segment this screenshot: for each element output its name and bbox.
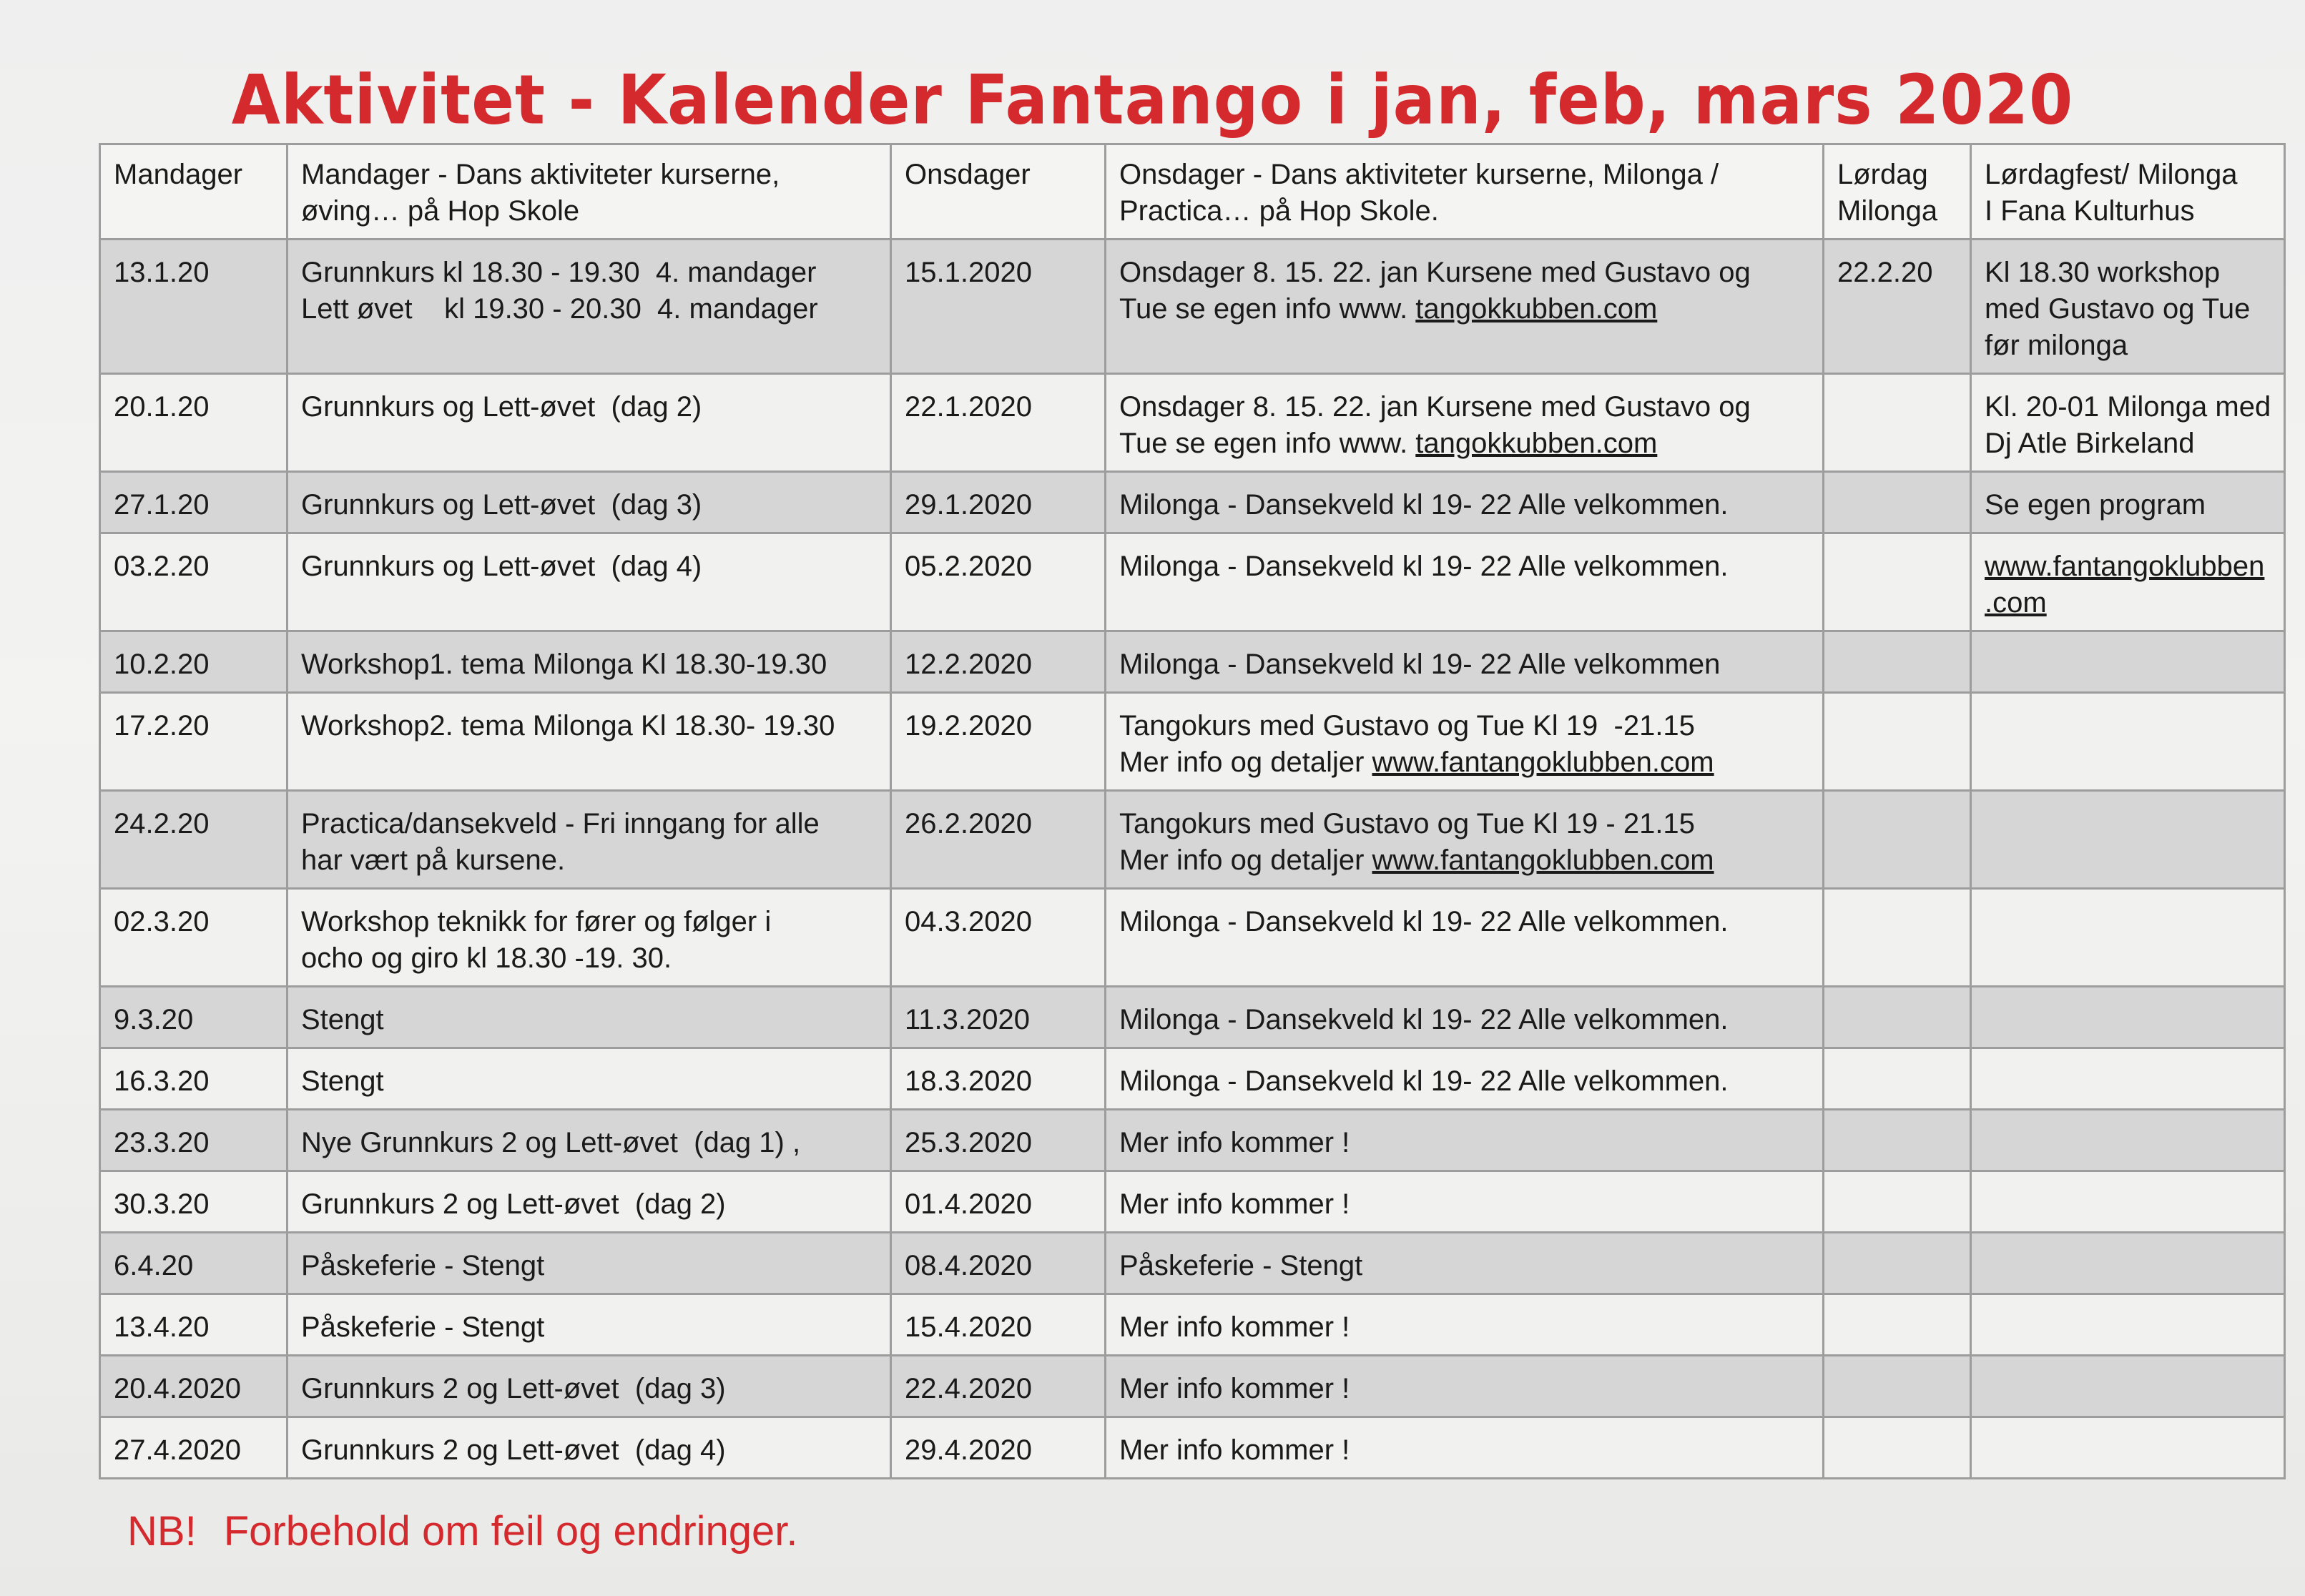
wednesday-activity-line — [1119, 646, 1812, 683]
wednesday-activity-text: Mer info kommer ! — [1119, 1434, 1350, 1466]
monday-date-cell — [100, 1356, 287, 1417]
monday-date-cell — [100, 1233, 287, 1294]
table-row — [100, 631, 2285, 693]
wednesday-date-cell — [891, 1233, 1106, 1294]
monday-date: 20.1.20 — [114, 391, 210, 423]
wednesday-activity-text: Tue se egen info www. — [1119, 428, 1416, 459]
wednesday-activity-text: Onsdager 8. 15. 22. jan Kursene med Gustavo og — [1119, 257, 1751, 288]
activity-calendar-table — [99, 143, 2286, 1479]
monday-date-cell — [100, 693, 287, 791]
wednesday-date: 05.2.2020 — [905, 551, 1032, 582]
saturday-event-cell — [1971, 240, 2285, 374]
wednesday-date: 22.4.2020 — [905, 1373, 1032, 1404]
monday-date: 30.3.20 — [114, 1188, 210, 1220]
wednesday-activity-line — [1119, 255, 1812, 291]
monday-activity-line: Grunnkurs 2 og Lett-øvet (dag 4) — [301, 1434, 726, 1466]
wednesday-activity-text: Tangokurs med Gustavo og Tue Kl 19 -21.15 — [1119, 710, 1695, 742]
wednesday-date-cell — [891, 240, 1106, 374]
table-row — [100, 1294, 2285, 1356]
monday-activity-line: Stengt — [301, 1065, 384, 1097]
monday-date: 27.4.2020 — [114, 1434, 241, 1466]
monday-date-cell — [100, 1171, 287, 1233]
wednesday-activity-text: Milonga - Dansekveld kl 19- 22 Alle velkommen — [1119, 649, 1721, 680]
monday-activity-cell — [287, 1048, 891, 1110]
wednesday-activity-text: Mer info og detaljer — [1119, 747, 1372, 778]
wednesday-activity-line — [1119, 744, 1812, 781]
saturday-event-line — [1985, 585, 2274, 621]
monday-activity-line: har vært på kursene. — [301, 844, 566, 876]
table-row — [100, 1171, 2285, 1233]
wednesday-activity-line — [1119, 708, 1812, 744]
monday-activity-cell — [287, 533, 891, 631]
saturday-date-cell — [1824, 1110, 1971, 1171]
wednesday-date-cell — [891, 1417, 1106, 1479]
monday-date-cell — [100, 631, 287, 693]
monday-activity-line: Grunnkurs og Lett-øvet (dag 3) — [301, 489, 702, 521]
saturday-date-cell — [1824, 1417, 1971, 1479]
wednesday-date-cell — [891, 631, 1106, 693]
saturday-event-cell — [1971, 987, 2285, 1048]
wednesday-date-cell — [891, 1171, 1106, 1233]
table-row — [100, 693, 2285, 791]
table-row — [100, 1417, 2285, 1479]
saturday-event-line — [1985, 291, 2274, 327]
wednesday-activity-cell — [1106, 374, 1824, 472]
monday-date: 27.1.20 — [114, 489, 210, 521]
wednesday-activity-text: Milonga - Dansekveld kl 19- 22 Alle velkommen. — [1119, 906, 1729, 937]
header-line: Mandager - Dans aktiviteter kurserne, — [301, 159, 780, 190]
saturday-event-cell — [1971, 1048, 2285, 1110]
wednesday-activity-text: Mer info kommer ! — [1119, 1188, 1350, 1220]
wednesday-activity-cell — [1106, 1417, 1824, 1479]
wednesday-date: 18.3.2020 — [905, 1065, 1032, 1097]
table-row — [100, 1110, 2285, 1171]
wednesday-activity-text: Milonga - Dansekveld kl 19- 22 Alle velkommen. — [1119, 489, 1729, 521]
saturday-date-cell — [1824, 1233, 1971, 1294]
saturday-date-cell — [1824, 1171, 1971, 1233]
wednesday-activity-text: Tangokurs med Gustavo og Tue Kl 19 - 21.15 — [1119, 808, 1695, 839]
wednesday-activity-cell — [1106, 1294, 1824, 1356]
wednesday-date: 11.3.2020 — [905, 1004, 1030, 1035]
wednesday-activity-cell — [1106, 533, 1824, 631]
saturday-event-text: før milonga — [1985, 330, 2128, 361]
website-link[interactable]: www.fantangoklubben.com — [1372, 747, 1714, 778]
monday-date: 9.3.20 — [114, 1004, 194, 1035]
saturday-event-text: Kl. 20-01 Milonga med — [1985, 391, 2271, 423]
saturday-event-text: Kl 18.30 workshop — [1985, 257, 2221, 288]
wednesday-date: 15.1.2020 — [905, 257, 1032, 288]
wednesday-date-cell — [891, 1048, 1106, 1110]
saturday-event-cell — [1971, 889, 2285, 987]
wednesday-activity-cell — [1106, 1110, 1824, 1171]
wednesday-activity-cell — [1106, 472, 1824, 533]
wednesday-date-cell — [891, 1110, 1106, 1171]
header-line: Onsdager - Dans aktiviteter kurserne, Milonga / — [1119, 159, 1719, 190]
saturday-date: 22.2.20 — [1837, 257, 1933, 288]
monday-activity-cell — [287, 791, 891, 889]
monday-date-cell — [100, 1048, 287, 1110]
monday-activity-cell — [287, 1233, 891, 1294]
saturday-event-cell — [1971, 1171, 2285, 1233]
header-cell — [1106, 144, 1824, 240]
table-header-row — [100, 144, 2285, 240]
wednesday-activity-cell — [1106, 1171, 1824, 1233]
header-line: øving… på Hop Skole — [301, 195, 580, 227]
monday-date: 24.2.20 — [114, 808, 210, 839]
saturday-date-cell — [1824, 374, 1971, 472]
wednesday-date-cell — [891, 374, 1106, 472]
header-cell — [891, 144, 1106, 240]
saturday-date-cell — [1824, 631, 1971, 693]
monday-activity-line: Lett øvet kl 19.30 - 20.30 4. mandager — [301, 293, 818, 325]
wednesday-activity-text: Milonga - Dansekveld kl 19- 22 Alle velkommen. — [1119, 1065, 1729, 1097]
saturday-event-cell — [1971, 1233, 2285, 1294]
table-row — [100, 1233, 2285, 1294]
header-line: Lørdag — [1837, 159, 1928, 190]
table-row — [100, 240, 2285, 374]
website-link[interactable]: www.fantangoklubben — [1985, 551, 2265, 582]
monday-activity-cell — [287, 631, 891, 693]
wednesday-activity-cell — [1106, 791, 1824, 889]
monday-date: 13.4.20 — [114, 1311, 210, 1343]
monday-activity-line: ocho og giro kl 18.30 -19. 30. — [301, 942, 672, 974]
wednesday-activity-line — [1119, 1002, 1812, 1038]
wednesday-date: 04.3.2020 — [905, 906, 1032, 937]
saturday-event-cell — [1971, 1294, 2285, 1356]
monday-activity-cell — [287, 693, 891, 791]
saturday-event-line — [1985, 487, 2274, 523]
wednesday-activity-cell — [1106, 240, 1824, 374]
monday-activity-line: Nye Grunnkurs 2 og Lett-øvet (dag 1) , — [301, 1127, 801, 1158]
saturday-date-cell — [1824, 889, 1971, 987]
table-row — [100, 1048, 2285, 1110]
website-link[interactable]: tangokkubben.com — [1415, 428, 1658, 459]
saturday-event-cell — [1971, 374, 2285, 472]
wednesday-activity-line — [1119, 1371, 1812, 1407]
monday-activity-line: Workshop1. tema Milonga Kl 18.30-19.30 — [301, 649, 827, 680]
table-row — [100, 889, 2285, 987]
wednesday-activity-text: Tue se egen info www. — [1119, 293, 1416, 325]
monday-activity-line: Practica/dansekveld - Fri inngang for alle — [301, 808, 820, 839]
header-line: Practica… på Hop Skole. — [1119, 195, 1439, 227]
saturday-date-cell — [1824, 1048, 1971, 1110]
monday-activity-line: Workshop2. tema Milonga Kl 18.30- 19.30 — [301, 710, 835, 742]
wednesday-date: 22.1.2020 — [905, 391, 1032, 423]
monday-date: 02.3.20 — [114, 906, 210, 937]
monday-activity-cell — [287, 1356, 891, 1417]
monday-activity-line: Påskeferie - Stengt — [301, 1311, 545, 1343]
saturday-event-cell — [1971, 631, 2285, 693]
table-row — [100, 472, 2285, 533]
wednesday-date: 26.2.2020 — [905, 808, 1032, 839]
wednesday-activity-line — [1119, 291, 1812, 327]
wednesday-date: 08.4.2020 — [905, 1250, 1032, 1281]
monday-date: 20.4.2020 — [114, 1373, 241, 1404]
wednesday-date-cell — [891, 1294, 1106, 1356]
wednesday-activity-text: Mer info kommer ! — [1119, 1311, 1350, 1343]
wednesday-date-cell — [891, 987, 1106, 1048]
saturday-date-cell — [1824, 1356, 1971, 1417]
monday-date-cell — [100, 791, 287, 889]
wednesday-date: 25.3.2020 — [905, 1127, 1032, 1158]
saturday-event-cell — [1971, 1356, 2285, 1417]
disclaimer-text: Forbehold om feil og endringer. — [223, 1508, 798, 1555]
monday-date-cell — [100, 533, 287, 631]
wednesday-activity-text: Mer info kommer ! — [1119, 1127, 1350, 1158]
saturday-event-line — [1985, 255, 2274, 291]
wednesday-date: 29.1.2020 — [905, 489, 1032, 521]
monday-activity-cell — [287, 1417, 891, 1479]
header-cell — [1971, 144, 2285, 240]
saturday-event-cell — [1971, 1417, 2285, 1479]
wednesday-activity-cell — [1106, 631, 1824, 693]
wednesday-date: 15.4.2020 — [905, 1311, 1032, 1343]
monday-date-cell — [100, 987, 287, 1048]
monday-date-cell — [100, 240, 287, 374]
wednesday-activity-text: Onsdager 8. 15. 22. jan Kursene med Gustavo og — [1119, 391, 1751, 423]
saturday-date-cell — [1824, 472, 1971, 533]
disclaimer-note — [127, 1507, 798, 1555]
table-row — [100, 1356, 2285, 1417]
saturday-date-cell — [1824, 533, 1971, 631]
saturday-event-cell — [1971, 1110, 2285, 1171]
monday-date-cell — [100, 1417, 287, 1479]
saturday-event-cell — [1971, 693, 2285, 791]
wednesday-date: 01.4.2020 — [905, 1188, 1032, 1220]
monday-activity-line: Grunnkurs 2 og Lett-øvet (dag 2) — [301, 1188, 726, 1220]
saturday-event-line — [1985, 548, 2274, 585]
wednesday-activity-line — [1119, 806, 1812, 842]
wednesday-activity-line — [1119, 842, 1812, 879]
wednesday-activity-line — [1119, 1432, 1812, 1469]
saturday-event-cell — [1971, 533, 2285, 631]
monday-date-cell — [100, 889, 287, 987]
monday-date-cell — [100, 1110, 287, 1171]
wednesday-activity-line — [1119, 1125, 1812, 1161]
wednesday-date-cell — [891, 1356, 1106, 1417]
wednesday-date: 12.2.2020 — [905, 649, 1032, 680]
wednesday-activity-line — [1119, 1248, 1812, 1284]
monday-date: 13.1.20 — [114, 257, 210, 288]
monday-activity-cell — [287, 472, 891, 533]
wednesday-activity-cell — [1106, 889, 1824, 987]
header-cell — [100, 144, 287, 240]
website-link[interactable]: www.fantangoklubben.com — [1372, 844, 1714, 876]
monday-activity-line: Stengt — [301, 1004, 384, 1035]
wednesday-date-cell — [891, 889, 1106, 987]
header-line: Mandager — [114, 159, 243, 190]
website-link[interactable]: tangokkubben.com — [1415, 293, 1658, 325]
saturday-event-text: med Gustavo og Tue — [1985, 293, 2251, 325]
monday-activity-line: Påskeferie - Stengt — [301, 1250, 545, 1281]
saturday-date-cell — [1824, 1294, 1971, 1356]
saturday-date-cell — [1824, 240, 1971, 374]
wednesday-date-cell — [891, 533, 1106, 631]
saturday-event-text: Se egen program — [1985, 489, 2206, 521]
header-line: Onsdager — [905, 159, 1031, 190]
website-link[interactable]: .com — [1985, 587, 2047, 619]
saturday-date-cell — [1824, 791, 1971, 889]
wednesday-activity-line — [1119, 389, 1812, 425]
wednesday-activity-cell — [1106, 693, 1824, 791]
wednesday-activity-cell — [1106, 987, 1824, 1048]
nb-label: NB! — [127, 1508, 197, 1555]
wednesday-activity-text: Påskeferie - Stengt — [1119, 1250, 1363, 1281]
table-row — [100, 533, 2285, 631]
wednesday-activity-cell — [1106, 1048, 1824, 1110]
monday-activity-line: Grunnkurs kl 18.30 - 19.30 4. mandager — [301, 257, 817, 288]
monday-activity-cell — [287, 1110, 891, 1171]
wednesday-date-cell — [891, 791, 1106, 889]
wednesday-activity-text: Mer info kommer ! — [1119, 1373, 1350, 1404]
monday-activity-cell — [287, 1171, 891, 1233]
monday-date: 10.2.20 — [114, 649, 210, 680]
wednesday-activity-cell — [1106, 1356, 1824, 1417]
monday-activity-cell — [287, 240, 891, 374]
monday-date: 16.3.20 — [114, 1065, 210, 1097]
header-cell — [1824, 144, 1971, 240]
wednesday-activity-line — [1119, 1309, 1812, 1346]
monday-date-cell — [100, 374, 287, 472]
monday-date: 03.2.20 — [114, 551, 210, 582]
monday-date: 17.2.20 — [114, 710, 210, 742]
header-cell — [287, 144, 891, 240]
wednesday-activity-line — [1119, 1186, 1812, 1223]
monday-activity-line: Grunnkurs og Lett-øvet (dag 4) — [301, 551, 702, 582]
wednesday-activity-text: Mer info og detaljer — [1119, 844, 1372, 876]
monday-date: 23.3.20 — [114, 1127, 210, 1158]
wednesday-activity-text: Milonga - Dansekveld kl 19- 22 Alle velkommen. — [1119, 1004, 1729, 1035]
saturday-event-line — [1985, 425, 2274, 462]
monday-date: 6.4.20 — [114, 1250, 194, 1281]
monday-activity-line: Workshop teknikk for fører og følger i — [301, 906, 772, 937]
saturday-event-cell — [1971, 472, 2285, 533]
monday-activity-cell — [287, 1294, 891, 1356]
page-title: Aktivitet - Kalender Fantango i jan, feb, mars 2020 — [231, 59, 2074, 140]
saturday-event-text: Dj Atle Birkeland — [1985, 428, 2195, 459]
wednesday-activity-text: Milonga - Dansekveld kl 19- 22 Alle velkommen. — [1119, 551, 1729, 582]
wednesday-activity-line — [1119, 487, 1812, 523]
saturday-date-cell — [1824, 987, 1971, 1048]
saturday-event-cell — [1971, 791, 2285, 889]
table-row — [100, 374, 2285, 472]
wednesday-date-cell — [891, 472, 1106, 533]
wednesday-date: 19.2.2020 — [905, 710, 1032, 742]
wednesday-date-cell — [891, 693, 1106, 791]
monday-activity-cell — [287, 987, 891, 1048]
monday-activity-line: Grunnkurs og Lett-øvet (dag 2) — [301, 391, 702, 423]
monday-activity-cell — [287, 374, 891, 472]
header-line: I Fana Kulturhus — [1985, 195, 2195, 227]
monday-date-cell — [100, 472, 287, 533]
wednesday-date: 29.4.2020 — [905, 1434, 1032, 1466]
table-row — [100, 987, 2285, 1048]
wednesday-activity-line — [1119, 425, 1812, 462]
saturday-event-line — [1985, 389, 2274, 425]
wednesday-activity-line — [1119, 1063, 1812, 1100]
monday-activity-cell — [287, 889, 891, 987]
header-line: Milonga — [1837, 195, 1938, 227]
saturday-event-line — [1985, 327, 2274, 364]
header-line: Lørdagfest/ Milonga — [1985, 159, 2238, 190]
monday-date-cell — [100, 1294, 287, 1356]
wednesday-activity-line — [1119, 548, 1812, 585]
table-row — [100, 791, 2285, 889]
monday-activity-line: Grunnkurs 2 og Lett-øvet (dag 3) — [301, 1373, 726, 1404]
saturday-date-cell — [1824, 693, 1971, 791]
wednesday-activity-cell — [1106, 1233, 1824, 1294]
wednesday-activity-line — [1119, 904, 1812, 940]
